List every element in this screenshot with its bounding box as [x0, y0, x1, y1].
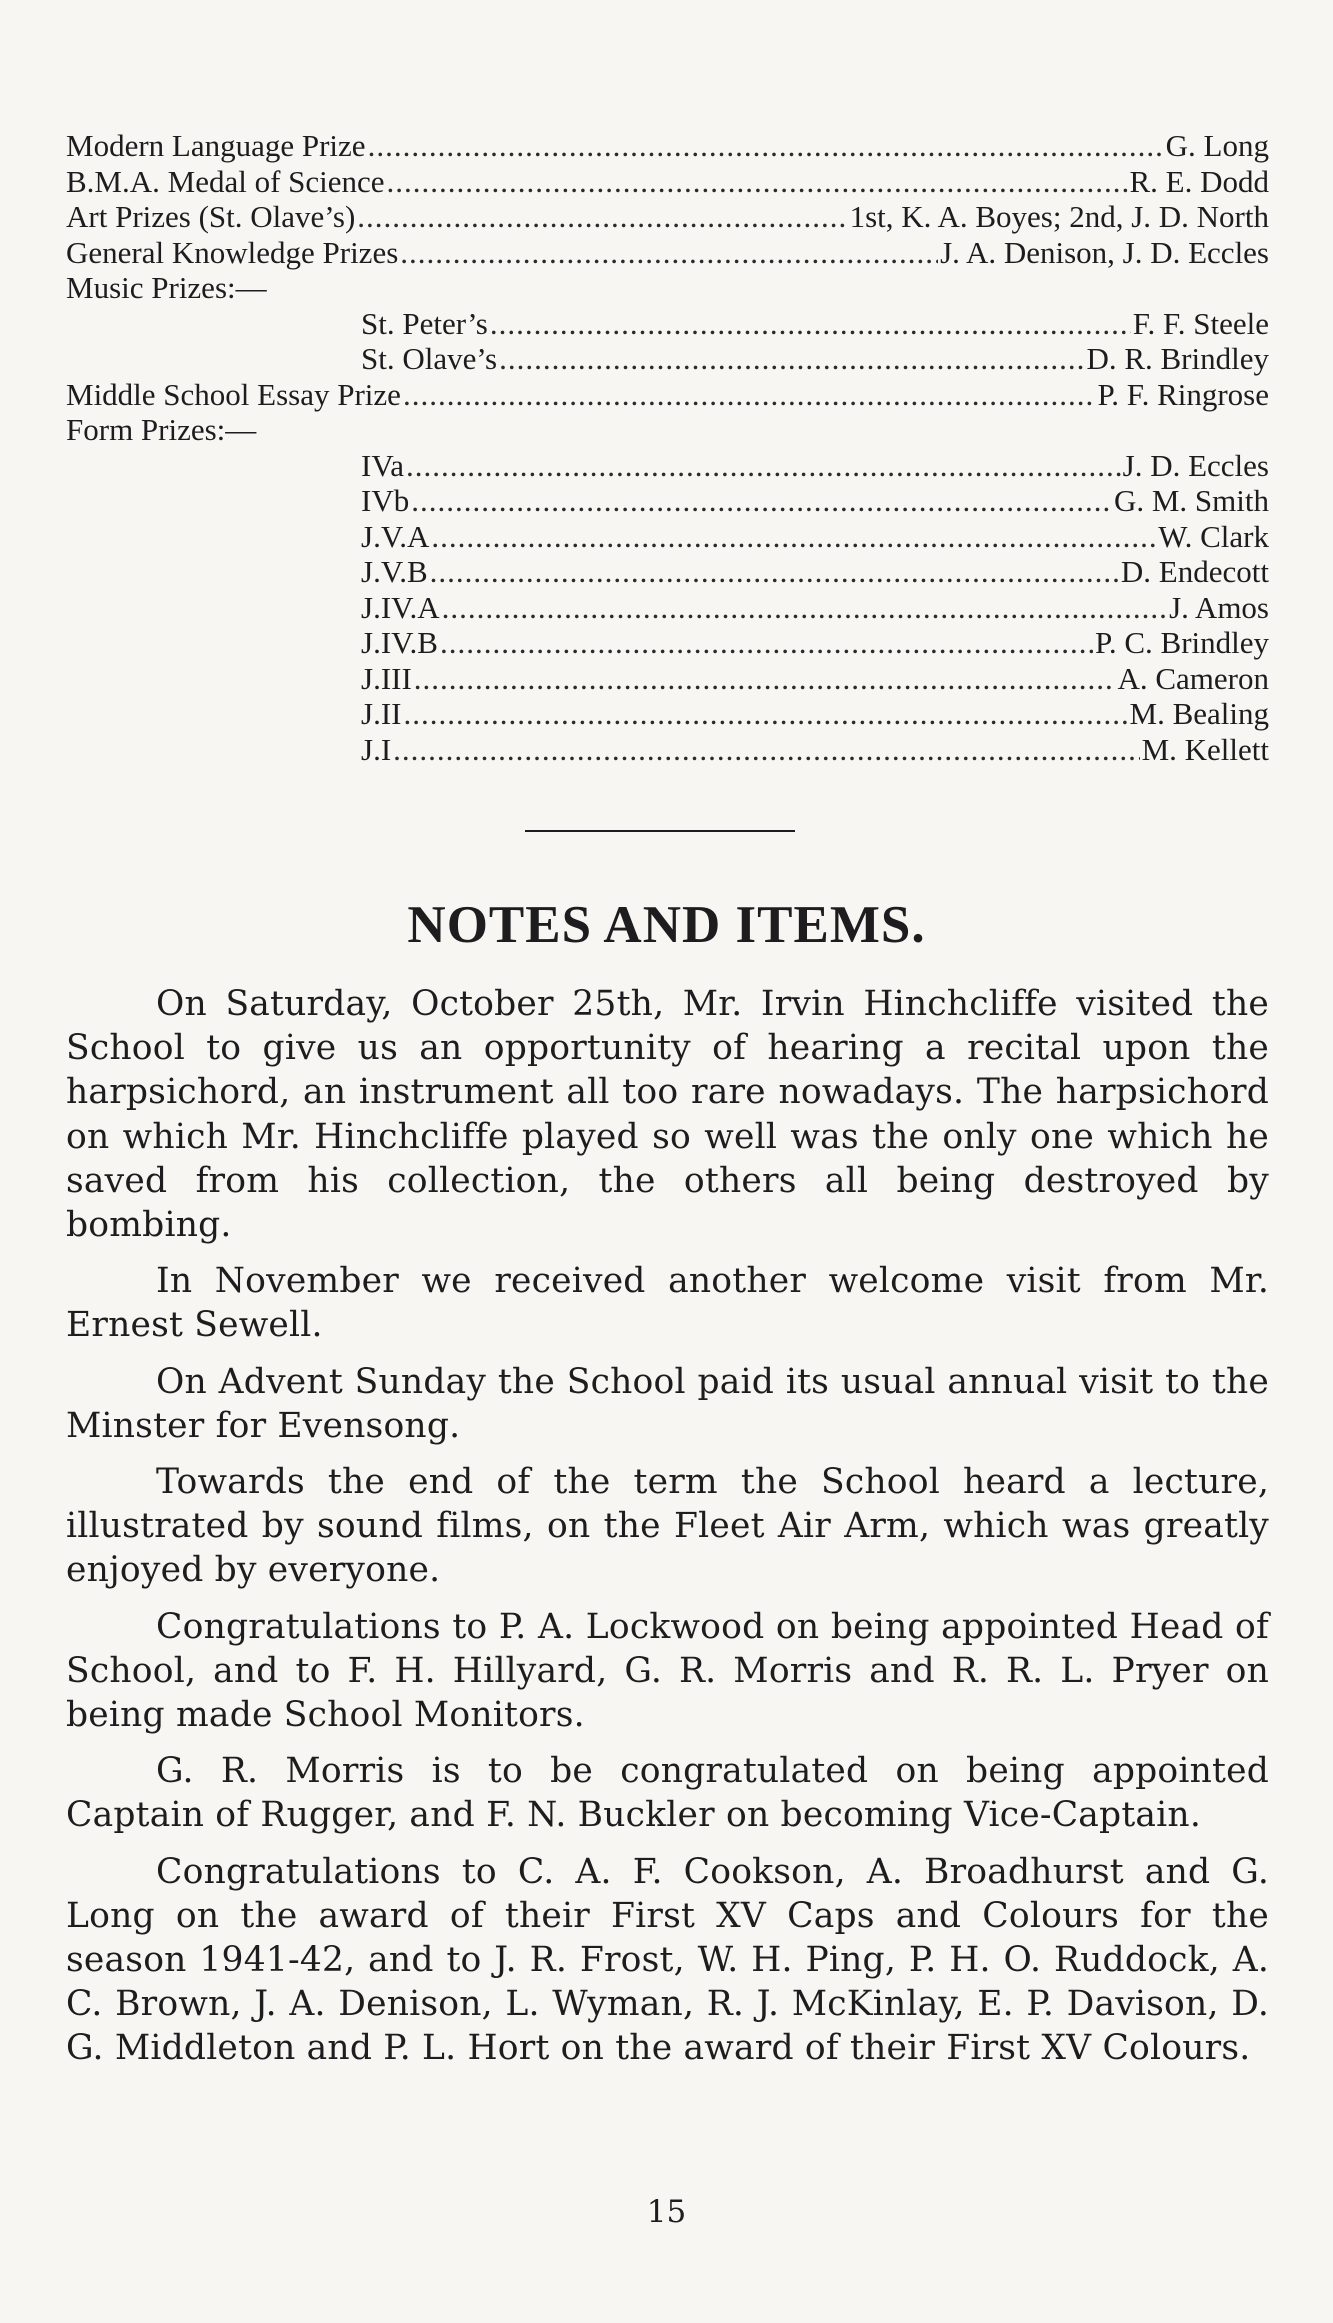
prize-row [66, 164, 1269, 200]
leader-dots [442, 590, 1167, 626]
leader-dots [499, 341, 1084, 377]
prize-label: J.IV.B [361, 625, 438, 660]
leader-dots [403, 696, 1127, 732]
prize-row [66, 199, 1269, 235]
paragraph: Towards the end of the term the School heard a lecture, illustrated by sound films, on the Fleet Air Arm, which was greatly enjoyed by everyone. [66, 1462, 1269, 1591]
prize-group-heading [66, 270, 1269, 306]
leader-dots [414, 661, 1116, 697]
prize-label: St. Peter’s [361, 305, 488, 341]
prize-winner: R. E. Dodd [1129, 163, 1269, 199]
paragraph: In November we received another welcome visit from Mr. Ernest Sewell. [66, 1261, 1269, 1346]
paragraph: Congratulations to C. A. F. Cookson, A. Broadhurst and G. Long on the award of their First XV Caps and Colours for the season 1941-42, and to J. R. Frost, W. H. Ping, P. H. O. Ruddock, A. C. Brown, J. A. Denison, L. Wyman, R. J. McKinlay, E. P. Davison, D. G. Middleton and P. L. Hort on the award of their First XV Colours. [66, 1851, 1269, 2069]
leader-dots [490, 306, 1131, 342]
prize-row [66, 590, 1269, 626]
section-divider [525, 830, 795, 832]
prize-row [66, 625, 1269, 661]
prize-winner: P. C. Brindley [1095, 625, 1269, 660]
prize-row [66, 554, 1269, 590]
prize-row [66, 519, 1269, 555]
prize-winner: A. Cameron [1117, 660, 1269, 696]
prize-label: Art Prizes (St. Olave’s) [66, 199, 356, 234]
leader-dots [387, 164, 1128, 200]
prize-label: J.I [361, 731, 392, 767]
leader-dots [368, 128, 1164, 164]
leader-dots [430, 554, 1119, 590]
notes-body [66, 982, 1269, 2083]
prize-label: J.IV.A [361, 589, 440, 625]
prize-group-label: Form Prizes:— [66, 412, 257, 447]
prize-winner: G. M. Smith [1113, 483, 1269, 518]
paragraph: On Advent Sunday the School paid its usual annual visit to the Minster for Evensong. [66, 1361, 1269, 1446]
prize-winner: G. Long [1165, 128, 1269, 163]
prize-label: General Knowledge Prizes [66, 234, 399, 270]
prize-winner: M. Kellett [1141, 731, 1269, 767]
prize-row [66, 483, 1269, 519]
prize-label: Middle School Essay Prize [66, 376, 401, 412]
prize-row [66, 235, 1269, 271]
paragraph: G. R. Morris is to be congratulated on being appointed Captain of Rugger, and F. N. Buckler on becoming Vice-Captain. [66, 1751, 1269, 1836]
prize-label: Modern Language Prize [66, 128, 366, 163]
prize-row [66, 696, 1269, 732]
prize-label: St. Olave’s [361, 341, 498, 376]
prize-row [66, 661, 1269, 697]
prize-list [66, 128, 1269, 767]
leader-dots [406, 448, 1121, 484]
prize-winner: J. D. Eccles [1122, 447, 1269, 483]
prize-winner: M. Bealing [1129, 696, 1269, 731]
prize-row [66, 306, 1269, 342]
prize-winner: D. Endecott [1120, 554, 1269, 589]
prize-winner: D. R. Brindley [1086, 341, 1269, 376]
prize-label: J.V.A [361, 518, 430, 554]
leader-dots [403, 377, 1096, 413]
paragraph: On Saturday, October 25th, Mr. Irvin Hinchcliffe visited the School to give us an opportunity of hearing a recital upon the harpsichord, an instrument all too rare nowadays. The harpsichord on which Mr. Hinchcliffe played so well was the only one which he saved from his collection, the others all being destroyed by bombing. [66, 984, 1269, 1246]
prize-label: J.II [361, 696, 402, 731]
prize-winner: P. F. Ringrose [1097, 376, 1269, 412]
prize-row [66, 448, 1269, 484]
leader-dots [411, 483, 1112, 519]
leader-dots [440, 625, 1093, 661]
prize-row [66, 341, 1269, 377]
prize-winner: 1st, K. A. Boyes; 2nd, J. D. North [849, 199, 1269, 234]
prize-winner: J. Amos [1169, 589, 1269, 625]
prize-row [66, 128, 1269, 164]
prize-label: J.V.B [361, 554, 428, 589]
prize-group-heading [66, 412, 1269, 448]
prize-winner: W. Clark [1158, 518, 1269, 554]
prize-winner: J. A. Denison, J. D. Eccles [940, 234, 1269, 270]
prize-label: IVa [361, 447, 405, 483]
leader-dots [357, 199, 847, 235]
prize-label: B.M.A. Medal of Science [66, 163, 385, 199]
paragraph: Congratulations to P. A. Lockwood on being appointed Head of School, and to F. H. Hillyard, G. R. Morris and R. R. L. Pryer on being made School Monitors. [66, 1606, 1269, 1736]
prize-row [66, 732, 1269, 768]
leader-dots [431, 519, 1156, 555]
prize-label: IVb [361, 483, 410, 518]
page-number: 15 [646, 2194, 687, 2230]
leader-dots [400, 235, 938, 271]
leader-dots [393, 732, 1139, 768]
prize-group-label: Music Prizes:— [66, 270, 267, 305]
section-title: NOTES AND ITEMS. [407, 896, 926, 954]
prize-winner: F. F. Steele [1132, 305, 1269, 341]
prize-row [66, 377, 1269, 413]
prize-label: J.III [361, 660, 412, 696]
